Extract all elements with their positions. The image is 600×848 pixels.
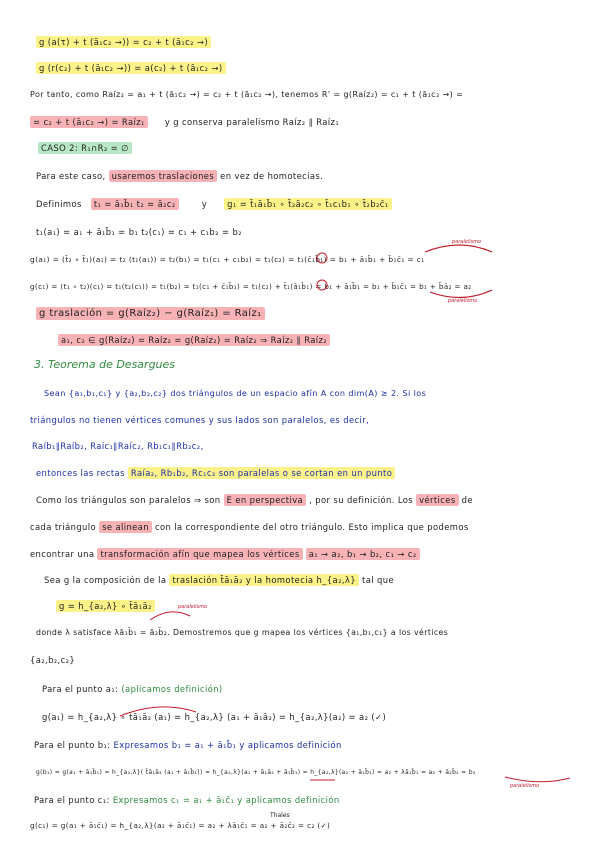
text: entonces las rectas [36,468,125,478]
text: Para el punto a₁: [42,684,119,694]
text: encontrar una [30,549,95,559]
annotation-arrow [425,245,492,252]
circle-mark [317,280,327,290]
section-title: 3. Teorema de Desargues [34,358,176,371]
text: Para el punto c₁: [34,795,110,805]
equation-line: g(a₁) = (t̄₂ ∘ t̄₁)(a₁) = t₂ (t₁(a₁)) = t₂(b₁) = t₁(c₁ + c₁b₂) = t₁(c₂) = t₁(c̄₁b̄₁) = b₁ + ā₁b̄₁ + b̄₁c̄₁ = c₁ [30,255,425,264]
case-label: CASO 2: R₁∩R₂ = ∅ [38,142,132,154]
equation-line: g(a₁) = h_{a₂,λ} ∘ t̄ā₁ā₂ (a₁) = h_{a₂,λ} (a₁ + ā₁ā₂) = h_{a₂,λ}(a₂) = a₂ (✓) [42,712,387,722]
text: Definimos [36,199,82,209]
note-text: Expresamos b₁ = a₁ + ā₁b̄₁ y aplicamos definición [113,740,342,750]
theorem-text: triángulos no tienen vértices comunes y sus lados son paralelos, es decir, [30,415,370,425]
annotation: paralelismo [448,298,478,304]
note-text: (aplicamos definición) [121,684,223,694]
highlighted-definition: t₁ = ā₁b̄₁ t₂ = ā₂c₂ [91,198,179,210]
theorem-text: Sean {a₁,b₁,c₁} y {a₂,b₂,c₂} dos triángulos de un espacio afín A con dim(A) ≥ 2. Si los [44,388,427,398]
highlighted-equation: g = h_{a₂,λ} ∘ t̄ā₁ā₂ [56,600,155,612]
highlighted-equation: g traslación = g(Raíz₂) − g(Raíz₁) = Raíz₁ [36,307,265,320]
highlighted-phrase: vértices [416,494,458,506]
annotation-arrow [505,777,570,782]
text: y [201,199,208,209]
equation-line: g(c₁) = (t₁ ∘ t₂)(c₁) = t₁(t₂(c₁)) = t₁(b₂) = t₁(c₁ + c̄₁b̄₁) = t₁(c₂) + t̄₁(ā₁b̄₁) = b₁ + ā₁b̄₁ = b₁ + b̄₁c̄₁ = b₁ + b̄ā₂ = a₂ [30,282,472,291]
text: Sea g la composición de la [44,575,167,585]
equation-line: t₁(a₁) = a₁ + ā₁b̄₁ = b₁ t₂(c₁) = c₁ + c₁b₂ = b₂ [36,227,242,237]
highlighted-phrase: se alinean [99,521,152,533]
annotation-arrow [120,707,196,716]
text: tal que [362,575,395,585]
highlighted-equation: a₁, c₂ ∈ g(Raíz₂) = Raíz₂ = g(Raíz₂) = Raíz₂ ⇒ Raíz₂ ∥ Raíz₂ [58,334,330,346]
text: en vez de homotecias. [220,171,324,181]
annotation: paralelismo [452,239,482,245]
text: Como los triángulos son paralelos ⇒ son [36,495,221,505]
annotation: paralelismo [510,783,540,789]
highlighted-phrase: usaremos traslaciones [109,170,217,182]
circle-mark [317,253,327,263]
text-line: Por tanto, como Raíz₂ = a₁ + t (ā₁c₂ →) = c₂ + t (ā₁c₂ →), tenemos R' = g(Raíz₂) = c₁ + t (ā₁c₂ →) = [30,90,464,99]
highlighted-phrase: E en perspectiva [224,494,307,506]
theorem-text: Raíb₁∥Raíb₂, Raíc₁∥Raíc₂, Rb₁c₁∥Rb₂c₂, [32,441,204,451]
highlighted-equation: = c₂ + t (ā₁c₂ →) = Raíz₁ [30,116,148,128]
highlighted-definition: g₁ = t̄₁ā₁b̄₁ ∘ t̄₂ā₂c₂ ∘ t̄₁c₁b₁ ∘ t̄₂b₂c̄₁ [224,198,391,210]
note-text: Expresamos c₁ = a₁ + ā₁c̄₁ y aplicamos definición [112,795,340,805]
annotation: paralelismo [178,604,208,610]
highlighted-equation: g (r(c₂) + t (ā₁c₂ →)) = a(c₂) + t (ā₁c₂ →) [36,62,226,74]
text: , por su definición. Los [309,495,414,505]
text: de [461,495,473,505]
text: cada triángulo [30,522,97,532]
text-line: {a₂,b₂,c₂} [30,655,76,665]
conclusion-text: y g conserva paralelismo Raíz₂ ∥ Raíz₁ [164,117,340,127]
highlighted-equation: g (a(τ) + t (ā₁c₂ →)) = c₂ + t (ā₁c₂ →) [36,36,211,48]
highlighted-phrase: Raía₂, Rb₁b₂, Rc₁c₂ son paralelas o se cortan en un punto [128,467,395,479]
annotation-arrow [150,612,190,620]
highlighted-phrase: a₁ → a₂, b₁ → b₂, c₁ → c₂ [306,548,420,560]
text-line: donde λ satisface λā₁b̄₁ = ā₂b̄₂. Demostremos que g mapea los vértices {a₁,b₁,c₁} a los vértices [36,628,449,637]
text: Para este caso, [36,171,106,181]
text: Para el punto b₁: [34,740,111,750]
equation-line: g(b₁) = g(a₁ + ā₁b̄₁) = h_{a₂,λ}( t̄ā₁ā₂ (a₁ + ā₁b̄₁)) = h_{a₂,λ}(a₁ + ā₁ā₂ + ā₁b̄₁) = h_{a₂,λ}(a₂ + ā₁b̄₁) = a₂ + λā₁b̄₁ = a₂ + ā₂b̄₂ = b₂ [36,770,476,776]
text: con la correspondiente del otro triángulo. Esto implica que podemos [155,522,469,532]
annotation-arrow [430,290,492,298]
equation-line: g(c₁) = g(a₁ + ā₁c̄₁) = h_{a₂,λ}(a₂ + ā₁c̄₁) = a₂ + λā₁c̄₁ = a₂ + ā₂c̄₂ = c₂ (✓) [30,821,331,830]
annotation: Thales [270,812,290,819]
highlighted-phrase: transformación afín que mapea los vértices [97,548,302,560]
highlighted-phrase: traslación t̄ā₁ā₂ y la homotecia h_{a₂,λ} [169,574,359,586]
